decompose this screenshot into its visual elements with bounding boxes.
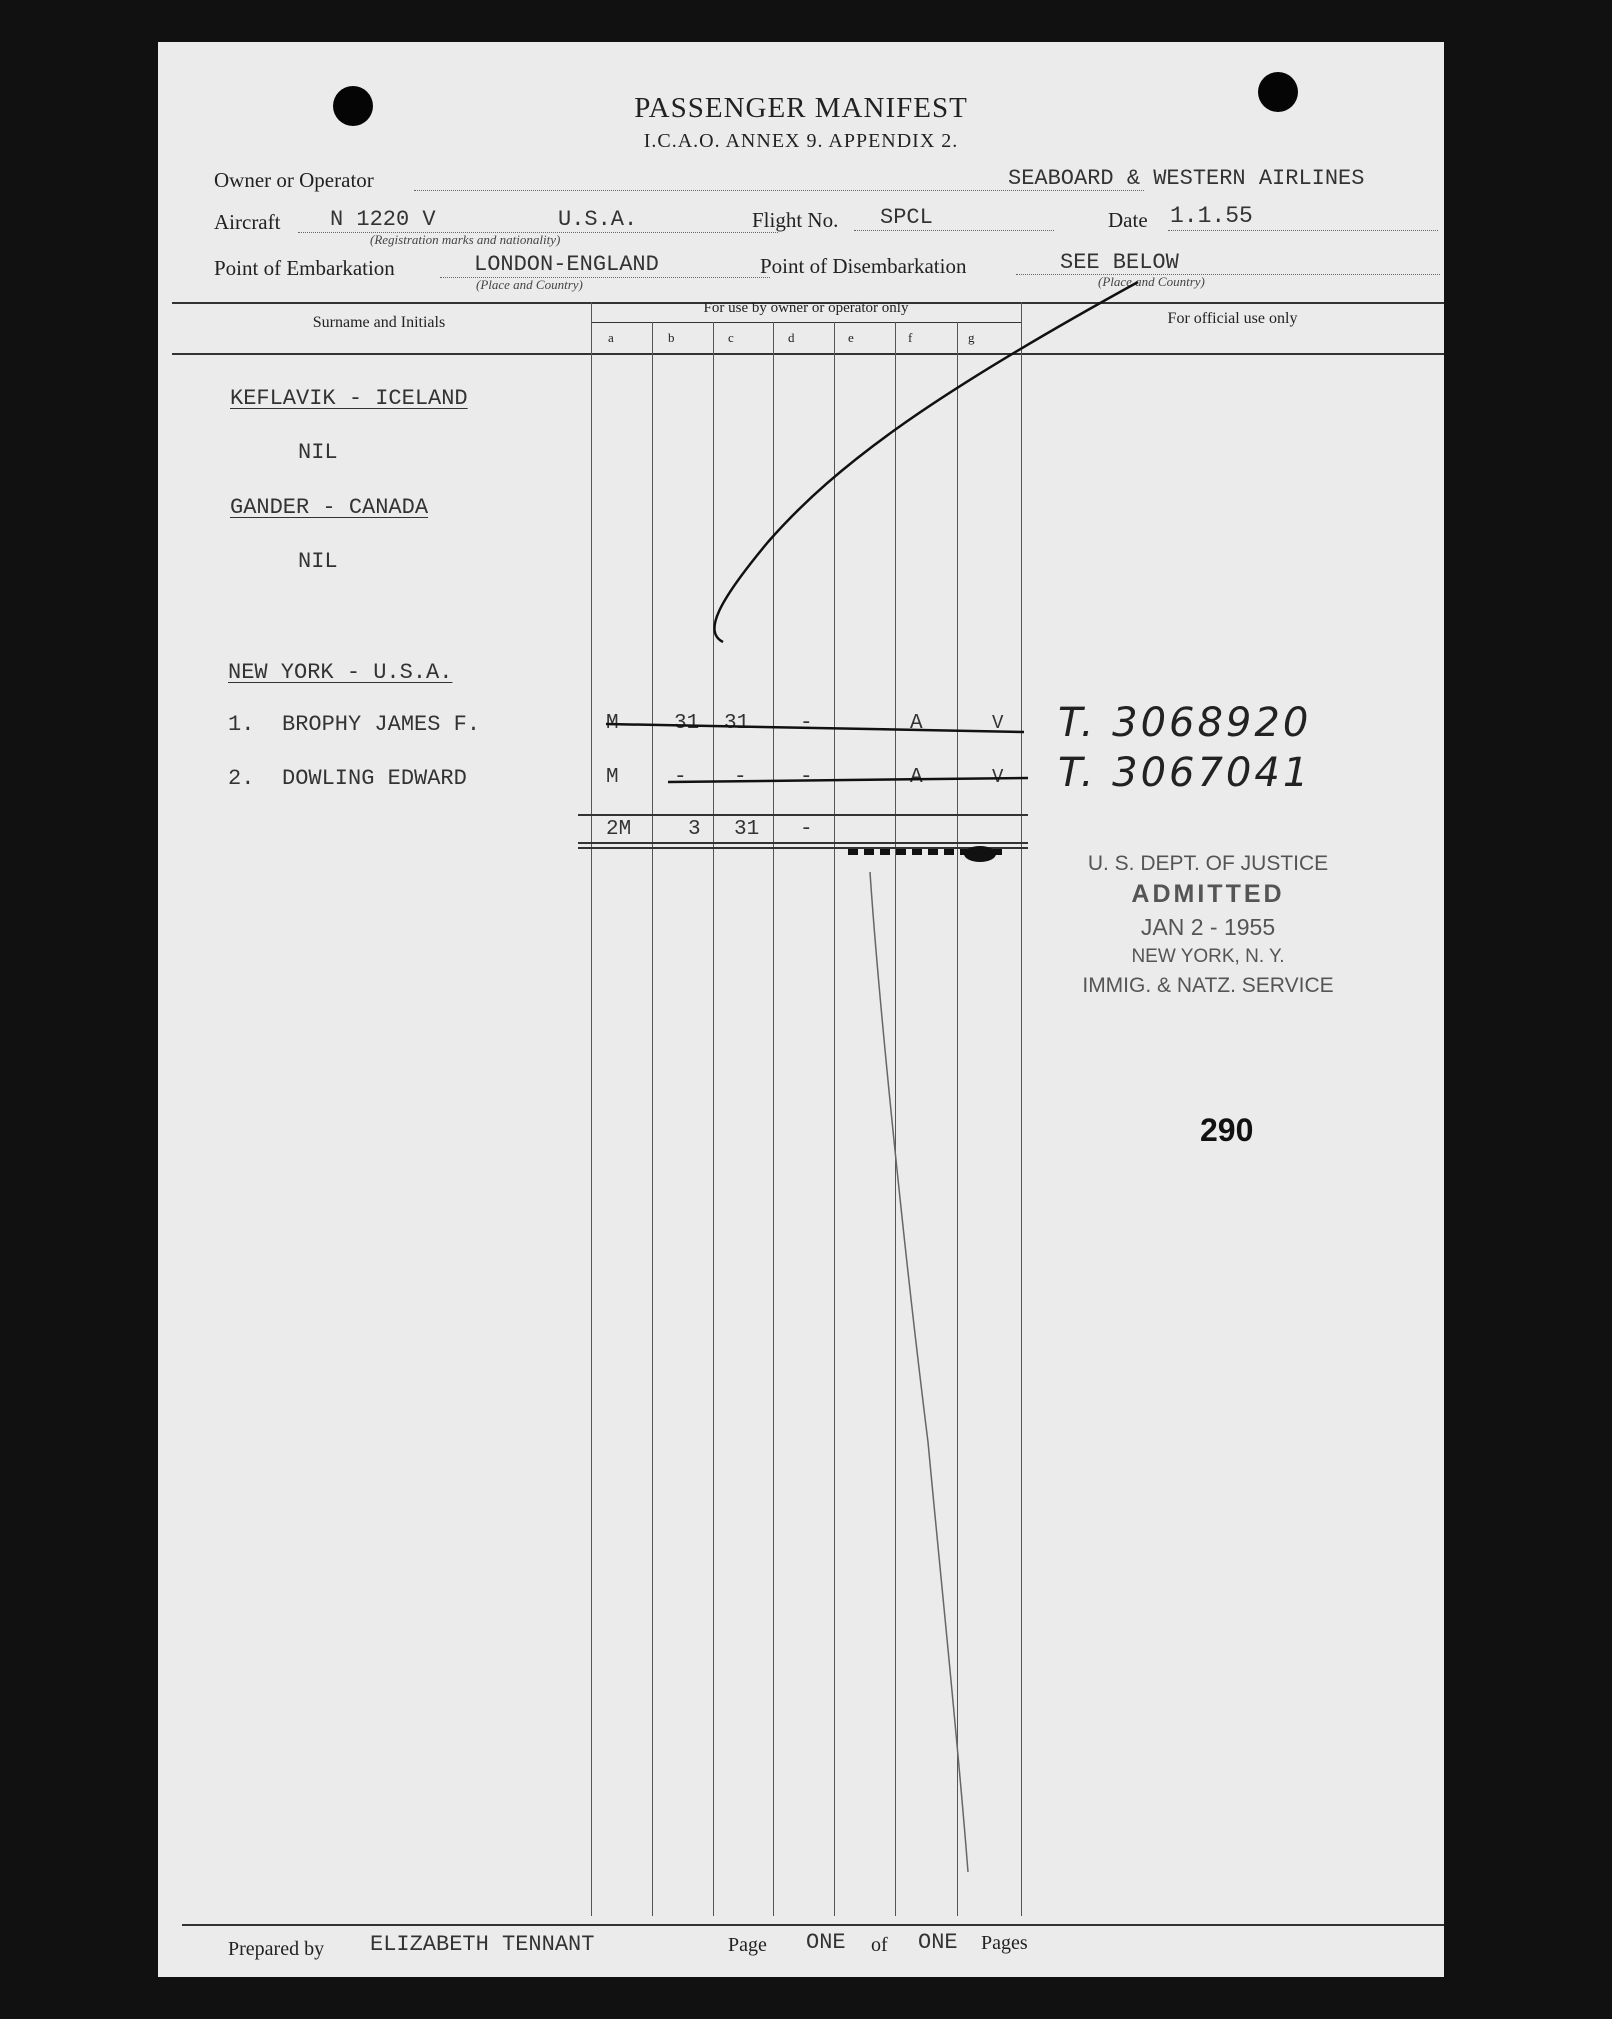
stamp-city: NEW YORK, N. Y. <box>1131 946 1285 967</box>
stamp-department: U. S. DEPT. OF JUSTICE <box>1087 852 1329 875</box>
passenger-official-number: T. 3067041 <box>1058 750 1312 796</box>
passenger-name: DOWLING EDWARD <box>282 766 467 791</box>
passenger-age: - <box>674 766 687 789</box>
aircraft-registration: N 1220 V <box>330 207 436 232</box>
passenger-col-d: - <box>800 766 813 789</box>
page-label: Page <box>728 1934 767 1956</box>
ink-blot <box>964 846 996 862</box>
column-header-official: For official use only <box>1167 310 1298 327</box>
subcol-c: c <box>728 330 734 345</box>
of-value: ONE <box>918 1930 958 1955</box>
pages-label: Pages <box>981 1932 1028 1954</box>
pen-marks <box>158 42 1444 1977</box>
passenger-col-c: 31 <box>724 712 750 735</box>
manifest-sheet <box>158 42 1444 1977</box>
disembarkation-caption: (Place and Country) <box>1098 274 1205 289</box>
strike-line-2 <box>668 778 1028 782</box>
disembarkation-label: Point of Disembarkation <box>760 254 967 278</box>
stamp-service: IMMIG. & NATZ. SERVICE <box>1082 974 1334 997</box>
passenger-official-number: T. 3068920 <box>1058 700 1312 746</box>
strike-line-1 <box>606 724 1024 732</box>
aircraft-label: Aircraft <box>214 210 281 234</box>
aircraft-nationality: U.S.A. <box>558 207 638 232</box>
of-label: of <box>871 1934 888 1956</box>
aircraft-caption: (Registration marks and nationality) <box>370 232 561 247</box>
subcol-d: d <box>788 330 795 345</box>
passenger-number: 1. <box>228 712 255 737</box>
stop-keflavik-nil: NIL <box>298 440 338 465</box>
flight-label: Flight No. <box>752 208 839 232</box>
date-value: 1.1.55 <box>1170 203 1253 229</box>
owner-value: SEABOARD & WESTERN AIRLINES <box>1008 166 1365 191</box>
footer-rule <box>182 1924 1444 1926</box>
column-header-surname: Surname and Initials <box>312 314 446 331</box>
total-col-a: 2M <box>606 818 632 841</box>
disembarkation-value: SEE BELOW <box>1060 250 1179 275</box>
owner-label: Owner or Operator <box>214 168 374 192</box>
passenger-sex: M <box>606 766 619 789</box>
prepared-by-label: Prepared by <box>228 1938 325 1960</box>
embarkation-value: LONDON-ENGLAND <box>474 252 659 277</box>
embarkation-caption: (Place and Country) <box>476 277 583 292</box>
stamp-admitted: ADMITTED <box>1131 880 1285 908</box>
total-col-d: - <box>800 818 813 841</box>
total-col-b: 3 <box>688 818 701 841</box>
passenger-col-d: - <box>800 712 813 735</box>
total-col-c: 31 <box>734 818 760 841</box>
passenger-col-g: V <box>992 766 1004 788</box>
passenger-col-g: V <box>992 712 1004 734</box>
subcol-b: b <box>668 330 675 345</box>
passenger-age: 31 <box>674 712 700 735</box>
prepared-by-value: ELIZABETH TENNANT <box>370 1932 595 1957</box>
diagonal-pen-stroke <box>714 282 1138 642</box>
subcol-f: f <box>908 330 913 345</box>
passenger-sex: M <box>606 712 619 735</box>
page-title: PASSENGER MANIFEST <box>634 92 968 124</box>
passenger-name: BROPHY JAMES F. <box>282 712 481 737</box>
date-label: Date <box>1108 208 1148 232</box>
page-value: ONE <box>806 1930 846 1955</box>
subcol-e: e <box>848 330 854 345</box>
page-subtitle: I.C.A.O. ANNEX 9. APPENDIX 2. <box>643 130 959 152</box>
column-header-owner-use: For use by owner or operator only <box>703 300 909 316</box>
passenger-col-f: A <box>910 712 923 735</box>
subcol-a: a <box>608 330 614 345</box>
passenger-col-f: A <box>910 766 923 789</box>
stop-gander-nil: NIL <box>298 549 338 574</box>
long-pen-stroke <box>870 872 968 1872</box>
stop-keflavik: KEFLAVIK - ICELAND <box>230 386 468 411</box>
flight-number: SPCL <box>880 205 933 230</box>
embarkation-label: Point of Embarkation <box>214 256 395 280</box>
page-number: 290 <box>1200 1112 1254 1148</box>
subcol-g: g <box>968 330 975 345</box>
stamp-date: JAN 2 - 1955 <box>1140 914 1276 940</box>
stop-new-york: NEW YORK - U.S.A. <box>228 660 453 685</box>
passenger-number: 2. <box>228 766 255 791</box>
passenger-col-c: - <box>734 766 747 789</box>
stop-gander: GANDER - CANADA <box>230 495 429 520</box>
